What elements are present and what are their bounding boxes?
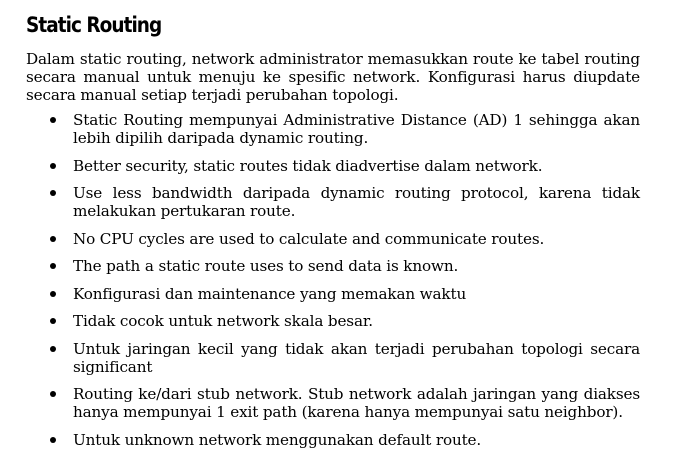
bullet-dot-icon <box>50 163 56 169</box>
bullet-text: Untuk jaringan kecil yang tidak akan terjadi perubahan topologi secara significant <box>73 339 640 376</box>
document-page <box>26 10 640 458</box>
section-heading: Static Routing <box>26 13 162 37</box>
bullet-item <box>73 312 640 330</box>
bullet-dot-icon <box>50 437 56 443</box>
bullet-text: Use less bandwidth daripada dynamic routing protocol, karena tidak melakukan pertukaran route. <box>73 184 640 220</box>
bullet-dot-icon <box>50 236 56 242</box>
bullet-item <box>73 111 640 147</box>
bullet-item <box>73 157 640 175</box>
bullet-item <box>73 257 640 275</box>
bullet-text: Routing ke/dari stub network. Stub network adalah jaringan yang diakses hanya mempunyai 1 exit path (karena hanya mempunyai satu neighbor). <box>73 385 640 421</box>
bullet-text: Untuk unknown network menggunakan default route. <box>73 430 482 449</box>
bullet-item <box>73 385 640 421</box>
bullet-item <box>73 285 640 303</box>
bullet-dot-icon <box>50 117 56 123</box>
bullet-item <box>73 230 640 248</box>
bullet-item <box>73 340 640 376</box>
bullet-text: Better security, static routes tidak diadvertise dalam network. <box>73 156 543 175</box>
bullet-dot-icon <box>50 291 56 297</box>
bullet-item <box>73 184 640 220</box>
bullet-dot-icon <box>50 391 56 397</box>
bullet-dot-icon <box>50 190 56 196</box>
bullet-dot-icon <box>50 346 56 352</box>
bullet-text: Konfigurasi dan maintenance yang memakan waktu <box>73 284 467 303</box>
bullet-text: No CPU cycles are used to calculate and communicate routes. <box>73 229 545 248</box>
bullet-dot-icon <box>50 318 56 324</box>
bullet-text: Static Routing mempunyai Administrative Distance (AD) 1 sehingga akan lebih dipilih daripada dynamic routing. <box>73 111 640 147</box>
bullet-item <box>73 431 640 449</box>
intro-paragraph: Dalam static routing, network administrator memasukkan route ke tabel routing secara manual untuk menuju ke spesific network. Konfigurasi harus diupdate secara manual setiap terjadi perubahan topologi. <box>26 50 640 104</box>
bullet-list <box>26 111 640 449</box>
bullet-text: The path a static route uses to send data is known. <box>73 257 459 275</box>
bullet-text: Tidak cocok untuk network skala besar. <box>73 312 373 330</box>
bullet-dot-icon <box>50 263 56 269</box>
